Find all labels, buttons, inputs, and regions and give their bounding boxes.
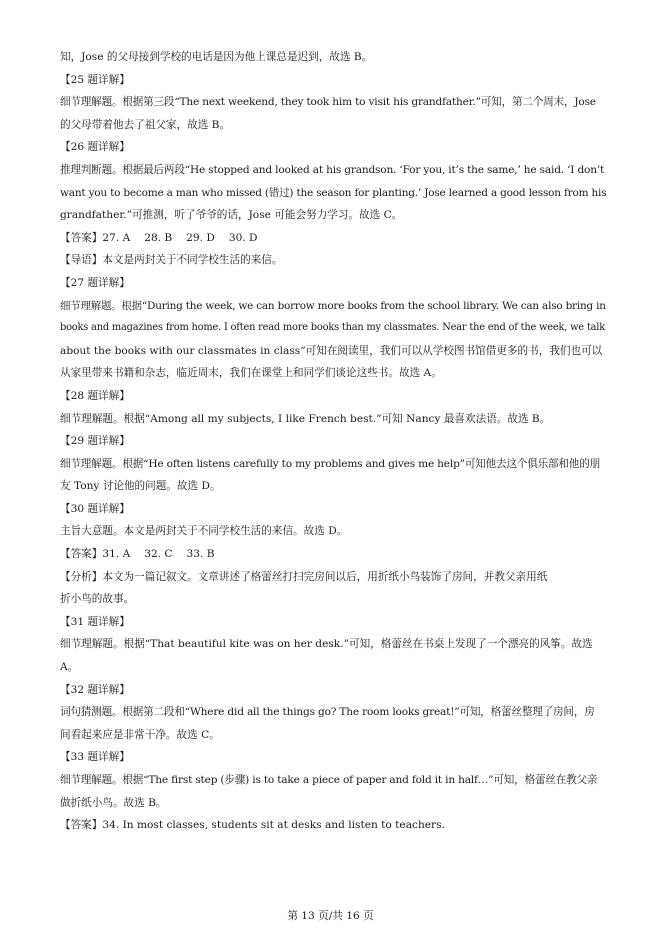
paragraph [60, 633, 606, 678]
text-line: 细节理解题。根据“He often listens carefully to my problems and gives me help”可知他去这个俱乐部和他的朋 [60, 457, 600, 470]
text-line: 【26 题详解】 [60, 141, 130, 154]
text-line: 【分析】本文为一篇记叙文。文章讲述了格蕾丝打扫完房间以后，用折纸小鸟装饰了房间，并教父亲用纸 [60, 570, 548, 583]
paragraph [60, 453, 606, 498]
text-line: about the books with our classmates in class”可知在阅读里，我们可以从学校图书馆借更多的书，我们也可以 [60, 344, 603, 357]
text-line: 【28 题详解】 [60, 389, 130, 402]
text-line: 细节理解题。根据“That beautiful kite was on her desk.”可知，格蕾丝在书桌上发现了一个漂亮的风筝。故选 [60, 638, 593, 651]
paragraph [60, 46, 606, 69]
section-heading [60, 611, 606, 634]
text-line: A。 [60, 661, 79, 674]
text-line: 【导语】本文是两封关于不同学校生活的来信。 [60, 254, 283, 267]
paragraph [60, 91, 606, 136]
text-line: 折小鸟的故事。 [60, 593, 135, 606]
document-body [60, 46, 606, 837]
paragraph [60, 295, 606, 385]
text-line: 【32 题详解】 [60, 683, 130, 696]
section-heading [60, 136, 606, 159]
paragraph [60, 520, 606, 543]
text-line: 从家里带来书籍和杂志，临近周末，我们在课堂上和同学们谈论这些书。故选 A。 [60, 367, 442, 380]
section-heading [60, 746, 606, 769]
paragraph [60, 566, 606, 611]
text-line: 细节理解题。根据第三段“The next weekend, they took him to visit his grandfather.”可知，第二个周末，Jose [60, 96, 596, 109]
paragraph [60, 249, 606, 272]
text-line: 友 Tony 讨论他的问题。故选 D。 [60, 480, 221, 493]
text-line: 【33 题详解】 [60, 751, 130, 764]
answer-line [60, 543, 606, 566]
text-line: 【30 题详解】 [60, 502, 130, 515]
page-footer: 第 13 页/共 16 页 [287, 910, 374, 922]
text-line: grandfather.”可推测，听了爷爷的话，Jose 可能会努力学习。故选 C。 [60, 209, 403, 222]
section-heading [60, 430, 606, 453]
text-line: 【27 题详解】 [60, 276, 130, 289]
answer-line [60, 227, 606, 250]
paragraph [60, 701, 606, 746]
text-line: 间看起来应是非常干净。故选 C。 [60, 728, 220, 741]
section-heading [60, 69, 606, 92]
text-line: 推理判断题。根据最后两段“He stopped and looked at his grandson. ‘For you, it’s the same,’ he said. ‘I don’t [60, 163, 605, 176]
text-line: 【答案】34. In most classes, students sit at desks and listen to teachers. [60, 819, 445, 832]
text-line: 【31 题详解】 [60, 615, 130, 628]
text-line: 知，Jose 的父母接到学校的电话是因为他上课总是迟到，故选 B。 [60, 51, 373, 63]
text-line: 【答案】31. A 32. C 33. B [60, 548, 215, 561]
paragraph [60, 769, 606, 814]
text-line: 主旨大意题。本文是两封关于不同学校生活的来信。故选 D。 [60, 525, 348, 538]
section-heading [60, 272, 606, 295]
text-line: 细节理解题。根据“The first step (步骤) is to take a piece of paper and fold it in half…”可知，格蕾丝在教父亲 [60, 774, 598, 786]
section-heading [60, 385, 606, 408]
paragraph [60, 408, 606, 431]
answer-line [60, 814, 606, 837]
text-line: 细节理解题。根据“During the week, we can borrow more books from the school library. We can also bring in [60, 299, 606, 312]
paragraph [60, 159, 606, 227]
text-line: 的父母带着他去了祖父家，故选 B。 [60, 118, 231, 131]
text-line: want you to become a man who missed (错过) the season for planting.’ Jose learned a good lesson from his [60, 186, 607, 199]
section-heading [60, 679, 606, 702]
text-line: 【答案】27. A 28. B 29. D 30. D [60, 231, 258, 244]
text-line: books and magazines from home. I often read more books than my classmates. Near the end of the week, we talk [60, 322, 605, 334]
text-line: 【29 题详解】 [60, 435, 130, 448]
text-line: 词句猜测题。根据第二段和“Where did all the things go? The room looks great!”可知，格蕾丝整理了房间，房 [60, 706, 595, 719]
section-heading [60, 498, 606, 521]
text-line: 【25 题详解】 [60, 73, 130, 86]
text-line: 做折纸小鸟。故选 B。 [60, 796, 167, 809]
text-line: 细节理解题。根据“Among all my subjects, I like French best.”可知 Nancy 最喜欢法语。故选 B。 [60, 412, 551, 425]
